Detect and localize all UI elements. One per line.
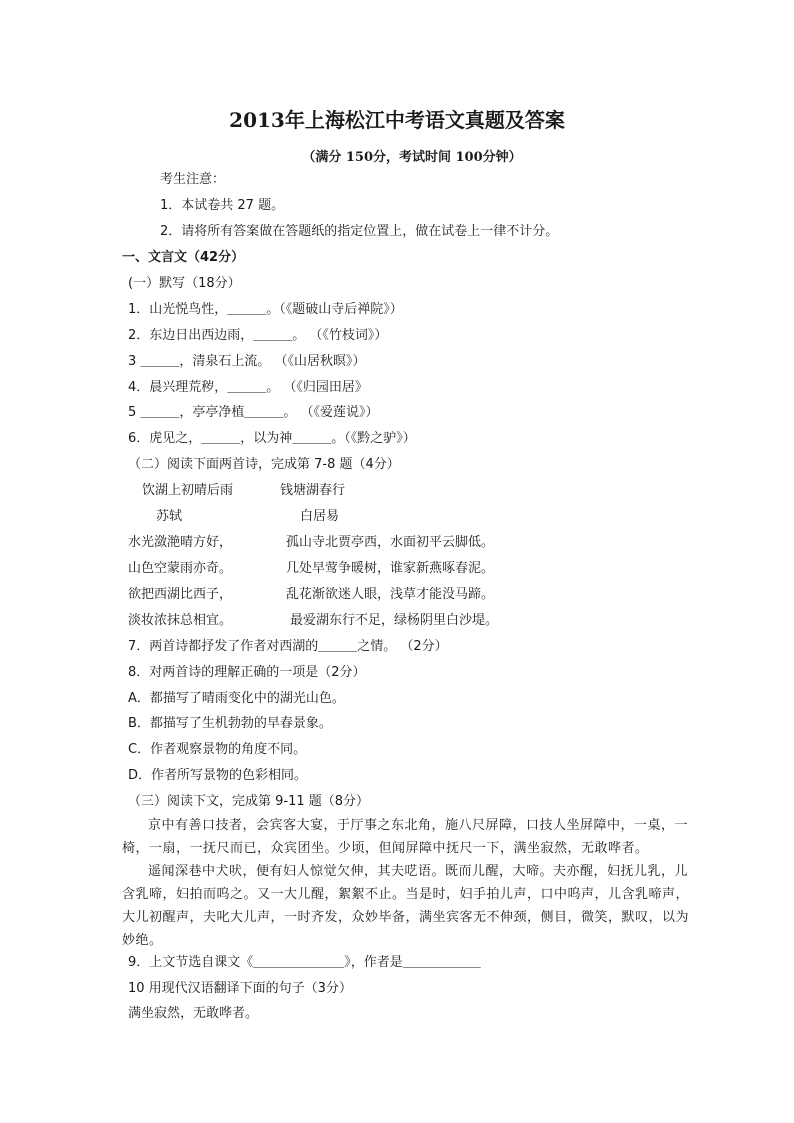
part-2-heading: （二）阅读下面两首诗，完成第 7-8 题（4分） xyxy=(128,457,400,472)
poem-2-author: 白居易 xyxy=(300,509,340,524)
question-1: 1．山光悦鸟性，＿＿＿。（《题破山寺后禅院》） xyxy=(128,302,403,317)
part-3-heading: （三）阅读下文，完成第 9-11 题（8分） xyxy=(128,794,370,809)
poem-2-title: 钱塘湖春行 xyxy=(280,483,346,498)
page-title: 2013年上海松江中考语文真题及答案 xyxy=(229,108,565,132)
question-10-sentence: 满坐寂然，无敢哗者。 xyxy=(128,1006,259,1021)
poem-1-line-4: 淡妆浓抹总相宜。 xyxy=(128,613,233,628)
question-8: 8．对两首诗的理解正确的一项是（2分） xyxy=(128,665,366,680)
poem-2-line-1: 孤山寺北贾亭西，水面初平云脚低。 xyxy=(286,535,495,550)
option-a: A．都描写了晴雨变化中的湖光山色。 xyxy=(128,691,345,706)
poem-2-line-4: 最爱湖东行不足，绿杨阴里白沙堤。 xyxy=(290,613,499,628)
section-1-heading: 一、文言文（42分） xyxy=(122,250,245,265)
option-b: B．都描写了生机勃勃的早春景象。 xyxy=(128,716,332,731)
poem-2-line-3: 乱花渐欲迷人眼，浅草才能没马蹄。 xyxy=(286,587,495,602)
notice-item-1: 1．本试卷共 27 题。 xyxy=(160,198,285,213)
question-3: 3 ＿＿＿，清泉石上流。 （《山居秋暝》） xyxy=(128,354,366,369)
question-6: 6．虎见之，＿＿＿，以为神＿＿＿。（《黔之驴》） xyxy=(128,431,416,446)
option-c: C．作者观察景物的角度不同。 xyxy=(128,742,307,757)
passage-paragraph-1: 京中有善口技者，会宾客大宴，于厅事之东北角，施八尺屏障，口技人坐屏障中，一桌，一椅，一扇，一抚尺而已，众宾团坐。少顷，但闻屏障中抚尺一下，满坐寂然，无敢哗者。 xyxy=(122,818,689,856)
poem-1-line-3: 欲把西湖比西子， xyxy=(128,587,233,602)
question-9: 9．上文节选自课文《＿＿＿＿＿＿＿》，作者是＿＿＿＿＿＿ xyxy=(128,955,481,970)
poem-1-title: 饮湖上初晴后雨 xyxy=(142,483,234,498)
question-5: 5 ＿＿＿，亭亭净植＿＿＿。 （《爱莲说》） xyxy=(128,405,379,420)
passage-paragraph-2: 遥闻深巷中犬吠，便有妇人惊觉欠伸，其夫呓语。既而儿醒，大啼。夫亦醒，妇抚儿乳，儿含乳啼，妇拍而呜之。又一大儿醒，絮絮不止。当是时，妇手拍儿声，口中呜声，儿含乳啼声，大儿初醒声，夫叱大儿声，一时齐发，众妙毕备，满坐宾客无不伸颈，侧目，微笑，默叹，以为妙绝。 xyxy=(122,864,690,948)
poem-2-line-2: 几处早莺争暖树，谁家新燕啄春泥。 xyxy=(286,561,495,576)
poem-1-line-1: 水光潋滟晴方好， xyxy=(128,535,233,550)
question-10: 10 用现代汉语翻译下面的句子（3分） xyxy=(128,981,352,996)
notice-item-2: 2．请将所有答案做在答题纸的指定位置上，做在试卷上一律不计分。 xyxy=(160,224,559,239)
poem-1-line-2: 山色空蒙雨亦奇。 xyxy=(128,561,233,576)
question-2: 2．东边日出西边雨，＿＿＿。 （《竹枝词》） xyxy=(128,328,388,343)
option-d: D．作者所写景物的色彩相同。 xyxy=(128,768,308,783)
question-4: 4．晨兴理荒秽，＿＿＿。 （《归园田居》 xyxy=(128,380,368,395)
notice-heading: 考生注意： xyxy=(160,172,226,187)
poem-1-author: 苏轼 xyxy=(156,509,183,524)
question-7: 7．两首诗都抒发了作者对西湖的＿＿＿之情。 （2分） xyxy=(128,639,448,654)
part-1-heading: (一）默写（18分） xyxy=(128,276,241,291)
page-subtitle: （满分 150分，考试时间 100分钟） xyxy=(302,150,522,165)
